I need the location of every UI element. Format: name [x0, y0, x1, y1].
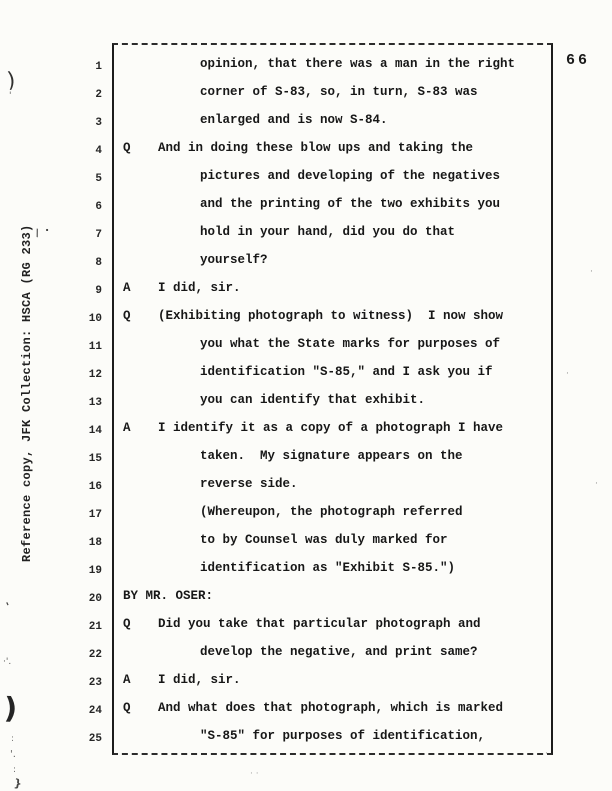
line-number: 5 — [95, 173, 102, 185]
speck-below-paren-2: '. — [10, 749, 16, 760]
transcript-text: opinion, that there was a man in the right — [200, 57, 516, 71]
speck-above-stamp: . — [45, 221, 50, 234]
transcript-line — [88, 360, 551, 388]
speck-top-left: ' — [9, 91, 12, 101]
line-number: 4 — [95, 145, 102, 157]
line-number: 16 — [88, 481, 102, 493]
transcript-text: I did, sir. — [158, 673, 241, 687]
transcript-text: hold in your hand, did you do that — [200, 225, 456, 239]
speck-right-4: · — [545, 749, 548, 759]
handwritten-paren-top: ) — [5, 67, 17, 93]
transcript-line — [88, 472, 551, 500]
line-number: 7 — [95, 229, 102, 241]
transcript-line — [95, 276, 551, 304]
line-number: 15 — [88, 453, 102, 465]
line-number: 13 — [88, 397, 102, 409]
line-number: 14 — [88, 425, 102, 437]
transcript-text: (Exhibiting photograph to witness) I now show — [158, 309, 504, 323]
transcript-line — [88, 528, 551, 556]
transcript-text: Did you take that particular photograph and — [158, 617, 481, 631]
archive-reference-stamp: Reference copy, JFK Collection: HSCA (RG 233) — [20, 224, 34, 562]
transcript-text: yourself? — [200, 253, 268, 267]
line-number: 1 — [95, 61, 102, 73]
speck-right-1: · — [590, 267, 593, 277]
speaker-label: Q — [123, 701, 131, 715]
transcript-text: pictures and developing of the negatives — [200, 169, 501, 183]
transcript-line — [95, 108, 551, 136]
transcript-line — [88, 696, 551, 724]
transcript-line — [88, 668, 551, 696]
line-number: 22 — [88, 649, 102, 661]
transcript-text: "S-85" for purposes of identification, — [200, 729, 486, 743]
transcript-line — [88, 332, 551, 360]
transcript-text: you what the State marks for purposes of — [200, 337, 501, 351]
line-number: 6 — [95, 201, 102, 213]
tick-left-margin: ' — [4, 599, 13, 614]
transcript-text: identification "S-85," and I ask you if — [200, 365, 493, 379]
transcript-text: And what does that photograph, which is marked — [158, 701, 504, 715]
transcript-text: identification as "Exhibit S-85.") — [200, 561, 456, 575]
line-number: 18 — [88, 537, 102, 549]
line-number: 24 — [88, 705, 102, 717]
line-number: 23 — [88, 677, 102, 689]
transcript-text: BY MR. OSER: — [123, 589, 214, 603]
transcript-text: and the printing of the two exhibits you — [200, 197, 501, 211]
transcript-line — [95, 164, 551, 192]
transcript-text: reverse side. — [200, 477, 298, 491]
transcript-frame — [88, 43, 553, 755]
transcript-line — [95, 52, 551, 80]
speck-below-box: · · — [250, 769, 259, 779]
transcript-line — [95, 136, 551, 164]
line-number: 3 — [95, 117, 102, 129]
speaker-label: A — [123, 421, 131, 435]
line-number: 11 — [88, 341, 102, 353]
squiggle-above-stamp: \ — [33, 227, 41, 240]
line-number: 19 — [88, 565, 102, 577]
transcript-line — [88, 584, 551, 612]
line-number: 8 — [95, 257, 102, 269]
line-number: 12 — [88, 369, 102, 381]
transcript-line — [88, 556, 551, 584]
transcript-text: taken. My signature appears on the — [200, 449, 463, 463]
transcript-text: I identify it as a copy of a photograph I have — [158, 421, 504, 435]
transcript-text: you can identify that exhibit. — [200, 393, 426, 407]
line-number: 9 — [95, 285, 102, 297]
page-number: 66 — [566, 52, 591, 69]
transcript-line — [88, 500, 551, 528]
transcript-text: to by Counsel was duly marked for — [200, 533, 448, 547]
transcript-line — [88, 444, 551, 472]
transcript-line — [88, 416, 551, 444]
speck-below-paren-1: : — [11, 734, 15, 744]
transcript-text: (Whereupon, the photograph referred — [200, 505, 463, 519]
transcript-line — [88, 724, 551, 752]
transcript-line — [95, 248, 551, 276]
line-number: 17 — [88, 509, 102, 521]
speaker-label: Q — [123, 309, 131, 323]
speck-bottom-squiggle: } — [13, 776, 23, 791]
speaker-label: Q — [123, 141, 131, 155]
transcript-line — [95, 220, 551, 248]
transcript-body — [88, 45, 551, 752]
transcript-line — [88, 640, 551, 668]
line-number: 21 — [88, 621, 102, 633]
handwritten-paren-bottom: ) — [3, 690, 18, 726]
speck-cluster-left: ·'. — [3, 657, 12, 667]
speaker-label: A — [123, 281, 131, 295]
transcript-line — [88, 388, 551, 416]
transcript-text: enlarged and is now S-84. — [200, 113, 388, 127]
line-number: 2 — [95, 89, 102, 101]
transcript-line — [95, 80, 551, 108]
line-number: 20 — [88, 593, 102, 605]
speck-right-2: · — [566, 369, 569, 379]
transcript-text: And in doing these blow ups and taking the — [158, 141, 474, 155]
transcript-line — [88, 304, 551, 332]
speck-below-paren-3: : — [13, 765, 17, 775]
line-number: 25 — [88, 733, 102, 745]
line-number: 10 — [88, 313, 102, 325]
speaker-label: A — [123, 673, 131, 687]
transcript-text: I did, sir. — [158, 281, 241, 295]
speck-right-3: · — [595, 479, 598, 489]
speaker-label: Q — [123, 617, 131, 631]
transcript-text: develop the negative, and print same? — [200, 645, 478, 659]
transcript-line — [88, 612, 551, 640]
transcript-text: corner of S-83, so, in turn, S-83 was — [200, 85, 478, 99]
transcript-line — [95, 192, 551, 220]
